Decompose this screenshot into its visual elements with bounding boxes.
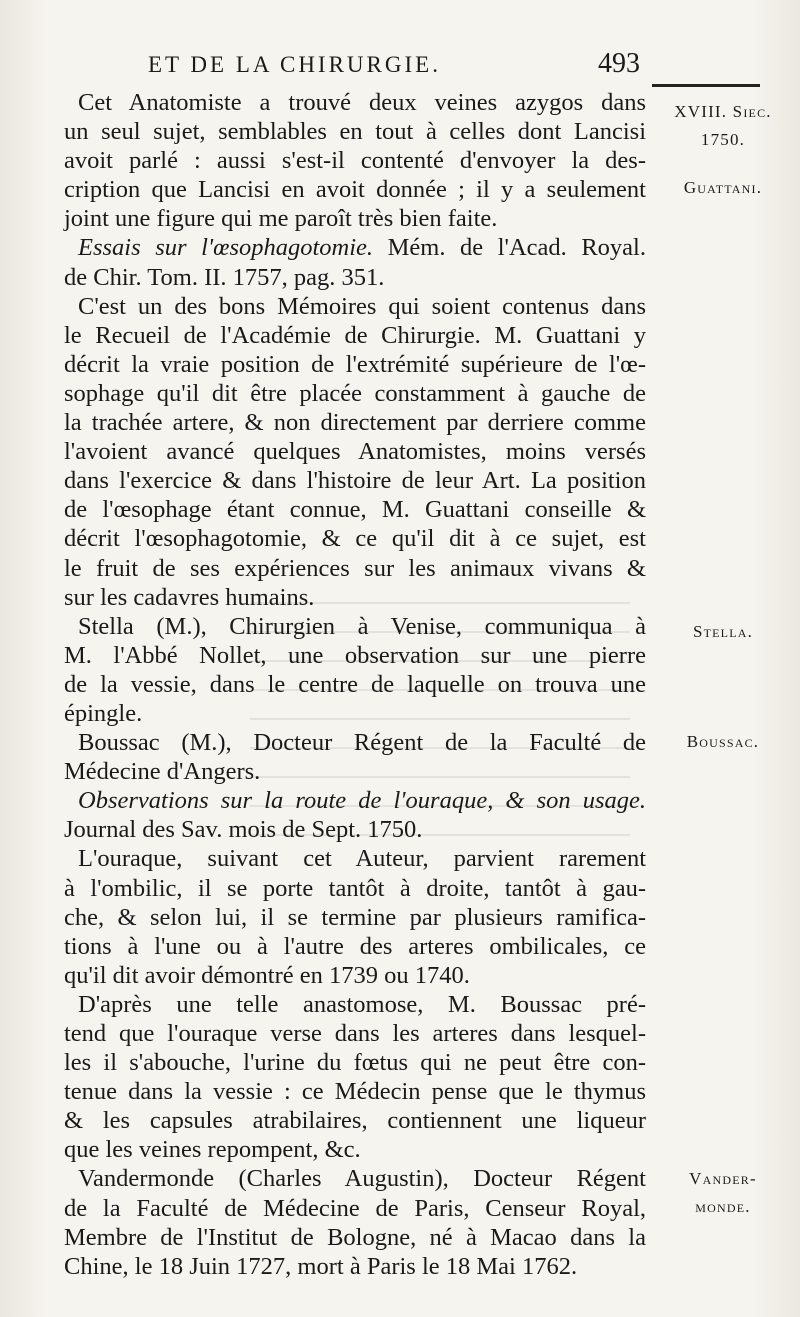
- citation-title: Observations sur la route de l'ouraque, & son usage.: [78, 787, 646, 815]
- margin-note-line: Stella.: [692, 622, 754, 641]
- running-head: [130, 48, 640, 88]
- margin-note-line: Guattani.: [683, 178, 763, 197]
- text-line: la trachée artere, & non directement par derriere comme: [64, 409, 646, 437]
- margin-note-line: Boussac.: [686, 732, 760, 751]
- citation-source: Journal des Sav. mois de Sept. 1750.: [64, 816, 423, 844]
- text-line: Vandermonde (Charles Augustin), Docteur Régent: [78, 1165, 646, 1193]
- text-line: dans l'exercice & dans l'histoire de leur Art. La position: [64, 467, 646, 495]
- margin-note-line: XVIII. Siec.: [674, 102, 772, 121]
- running-title: ET DE LA CHIRURGIE.: [148, 52, 441, 77]
- page-number: 493: [598, 48, 640, 79]
- margin-note-line: 1750.: [700, 130, 746, 149]
- text-line: Stella (M.), Chirurgien à Venise, communiqua à: [78, 612, 646, 640]
- text-line: décrit l'œsophagotomie, & ce qu'il dit à ce sujet, est: [64, 525, 646, 553]
- text-line: Cet Anatomiste a trouvé deux veines azygos dans: [78, 89, 646, 116]
- text-line: décrit la vraie position de l'extrémité supérieure de l'œ-: [64, 350, 646, 378]
- text-line: tions à l'une ou à l'autre des arteres ombilicales, ce: [64, 932, 646, 960]
- margin-note-line: monde.: [695, 1197, 751, 1216]
- text-line: Médecine d'Angers.: [64, 758, 261, 786]
- text-line: le fruit de ses expériences sur les animaux vivans &: [64, 554, 646, 582]
- text-line: L'ouraque, suivant cet Auteur, parvient rarement: [78, 845, 646, 873]
- text-line: que les veines repompent, &c.: [64, 1136, 361, 1164]
- margin-note-guattani: [648, 174, 798, 202]
- text-line: cription que Lancisi en avoit donnée ; il y a seulement: [64, 176, 646, 204]
- citation-title: Essais sur l'œsophagotomie. Mém. de l'Acad. Royal.: [78, 234, 646, 262]
- text-line: Chine, le 18 Juin 1727, mort à Paris le 18 Mai 1762.: [64, 1252, 578, 1280]
- main-text: [64, 88, 646, 1281]
- text-line: tend que l'ouraque verse dans les arteres dans lesquel-: [64, 1020, 646, 1047]
- text-line: de l'œsophage étant connue, M. Guattani conseille &: [64, 496, 646, 524]
- text-line: avoit parlé : aussi s'est-il contenté d'envoyer la des-: [64, 147, 646, 175]
- text-line: l'avoient avancé quelques Anatomistes, moins versés: [64, 438, 646, 466]
- text-line: un seul sujet, semblables en tout à celles dont Lancisi: [64, 118, 646, 146]
- text-line: sur les cadavres humains.: [64, 583, 315, 611]
- margin-note-stella: [648, 618, 798, 646]
- text-line: che, & selon lui, il se termine par plusieurs ramifica-: [64, 903, 646, 931]
- text-line: M. l'Abbé Nollet, une observation sur une pierre: [64, 641, 646, 669]
- text-line: Membre de l'Institut de Bologne, né à Macao dans la: [64, 1223, 646, 1251]
- text-line: tenue dans la vessie : ce Médecin pense que le thymus: [64, 1078, 646, 1106]
- text-line: D'après une telle anastomose, M. Boussac pré-: [78, 990, 646, 1018]
- text-line: sophage qu'il dit être placée constamment à gauche de: [64, 379, 646, 407]
- text-line: Boussac (M.), Docteur Régent de la Faculté de: [78, 729, 646, 757]
- margin-rule: [652, 84, 760, 87]
- text-line: C'est un des bons Mémoires qui soient contenus dans: [78, 292, 646, 320]
- text-line: à l'ombilic, il se porte tantôt à droite, tantôt à gau-: [64, 874, 646, 902]
- text-line: de la Faculté de Médecine de Paris, Censeur Royal,: [64, 1194, 646, 1222]
- margin-note-line: Vander-: [689, 1169, 757, 1188]
- text-line: les il s'abouche, l'urine du fœtus qui ne peut être con-: [64, 1049, 646, 1077]
- text-line: de la vessie, dans le centre de laquelle on trouva une: [64, 670, 646, 698]
- text-line: le Recueil de l'Académie de Chirurgie. M. Guattani y: [64, 321, 646, 349]
- margin-note-vandermonde: [648, 1165, 798, 1221]
- margin-note-century: [648, 98, 798, 154]
- text-line: épingle.: [64, 699, 143, 727]
- margin-note-boussac: [648, 728, 798, 756]
- text-line: qu'il dit avoir démontré en 1739 ou 1740.: [64, 961, 470, 989]
- text-line: joint une figure qui me paroît très bien faite.: [64, 205, 498, 233]
- citation-source: de Chir. Tom. II. 1757, pag. 351.: [64, 263, 385, 291]
- text-line: & les capsules atrabilaires, contiennent une liqueur: [64, 1107, 646, 1135]
